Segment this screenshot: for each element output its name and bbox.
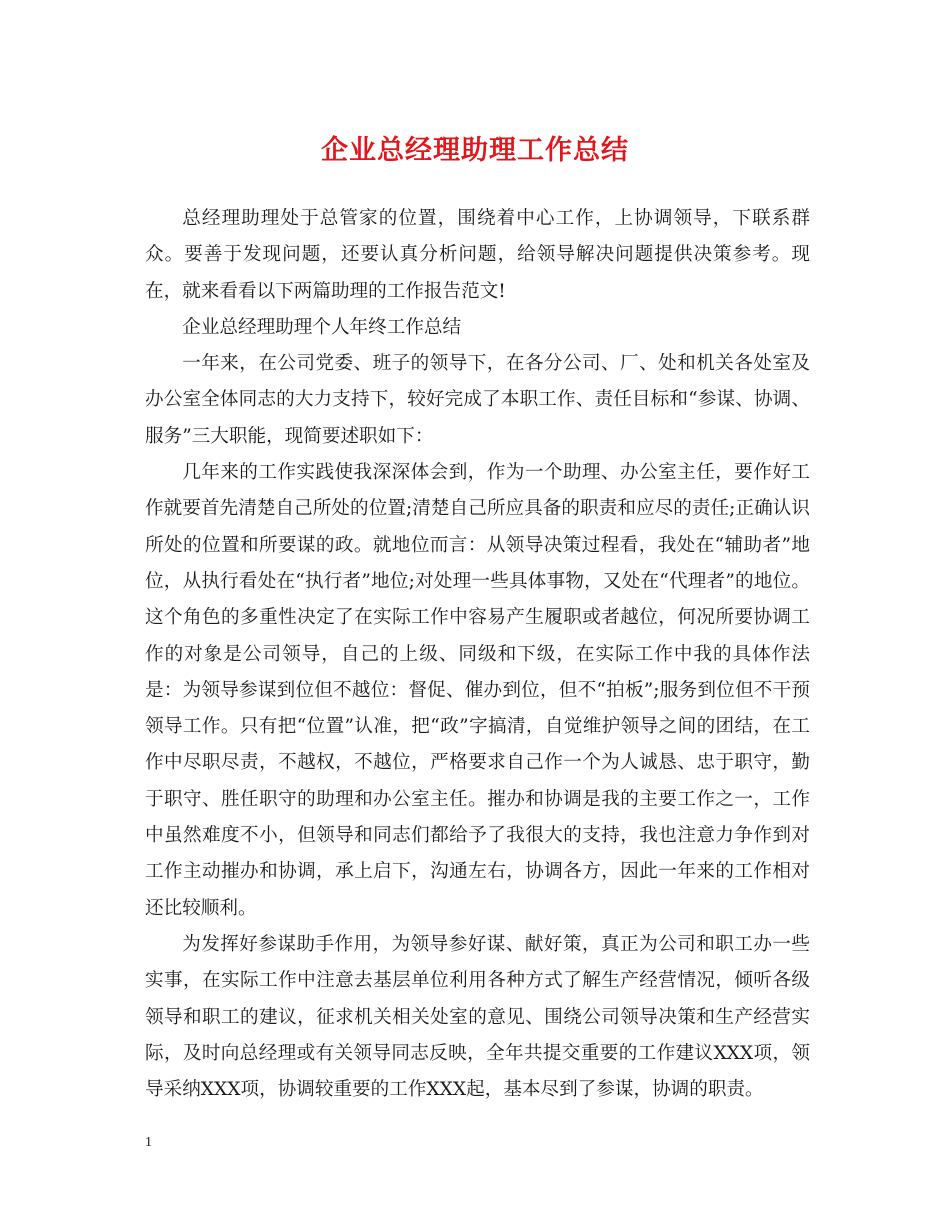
document-title: 企业总经理助理工作总结 — [321, 135, 629, 166]
document-body — [145, 201, 810, 1108]
intro-paragraph: 总经理助理处于总管家的位置，围绕着中心工作，上协调领导，下联系群众。要善于发现问题，还要认真分析问题，给领导解决问题提供决策参考。现在，就来看看以下两篇助理的工作报告范文! — [145, 208, 810, 302]
section-heading: 企业总经理助理个人年终工作总结 — [182, 316, 462, 338]
body-paragraph: 一年来，在公司党委、班子的领导下，在各分公司、厂、处和机关各处室及办公室全体同志的大力支持下，较好完成了本职工作、责任目标和“参谋、协调、服务”三大职能，现简要述职如下： — [145, 353, 810, 447]
body-paragraph: 为发挥好参谋助手作用，为领导参好谋、献好策，真正为公司和职工办一些实事，在实际工作中注意去基层单位利用各种方式了解生产经营情况，倾听各级领导和职工的建议，征求机关相关处室的意见、围绕公司领导决策和生产经营实际，及时向总经理或有关领导同志反映，全年共提交重要的工作建议XXX项，领导采纳XXX项，协调较重要的工作XXX起，基本尽到了参谋，协调的职责。 — [145, 933, 810, 1101]
page-number: 1 — [145, 1135, 152, 1150]
body-paragraph: 几年来的工作实践使我深深体会到，作为一个助理、办公室主任，要作好工作就要首先清楚自己所处的位置;清楚自己所应具备的职责和应尽的责任;正确认识所处的位置和所要谋的政。就地位而言：从领导决策过程看，我处在“辅助者”地位，从执行看处在“执行者”地位;对处理一些具体事物，又处在“代理者”的地位。这个角色的多重性决定了在实际工作中容易产生履职或者越位，何况所要协调工作的对象是公司领导，自己的上级、同级和下级，在实际工作中我的具体作法是：为领导参谋到位但不越位：督促、催办到位，但不“拍板”;服务到位但不干预领导工作。只有把“位置”认准，把“政”字搞清，自觉维护领导之间的团结，在工作中尽职尽责，不越权，不越位，严格要求自己作一个为人诚恳、忠于职守，勤于职守、胜任职守的助理和办公室主任。摧办和协调是我的主要工作之一，工作中虽然难度不小，但领导和同志们都给予了我很大的支持，我也注意力争作到对工作主动摧办和协调，承上启下，沟通左右，协调各方，因此一年来的工作相对还比较顺利。 — [145, 462, 810, 919]
